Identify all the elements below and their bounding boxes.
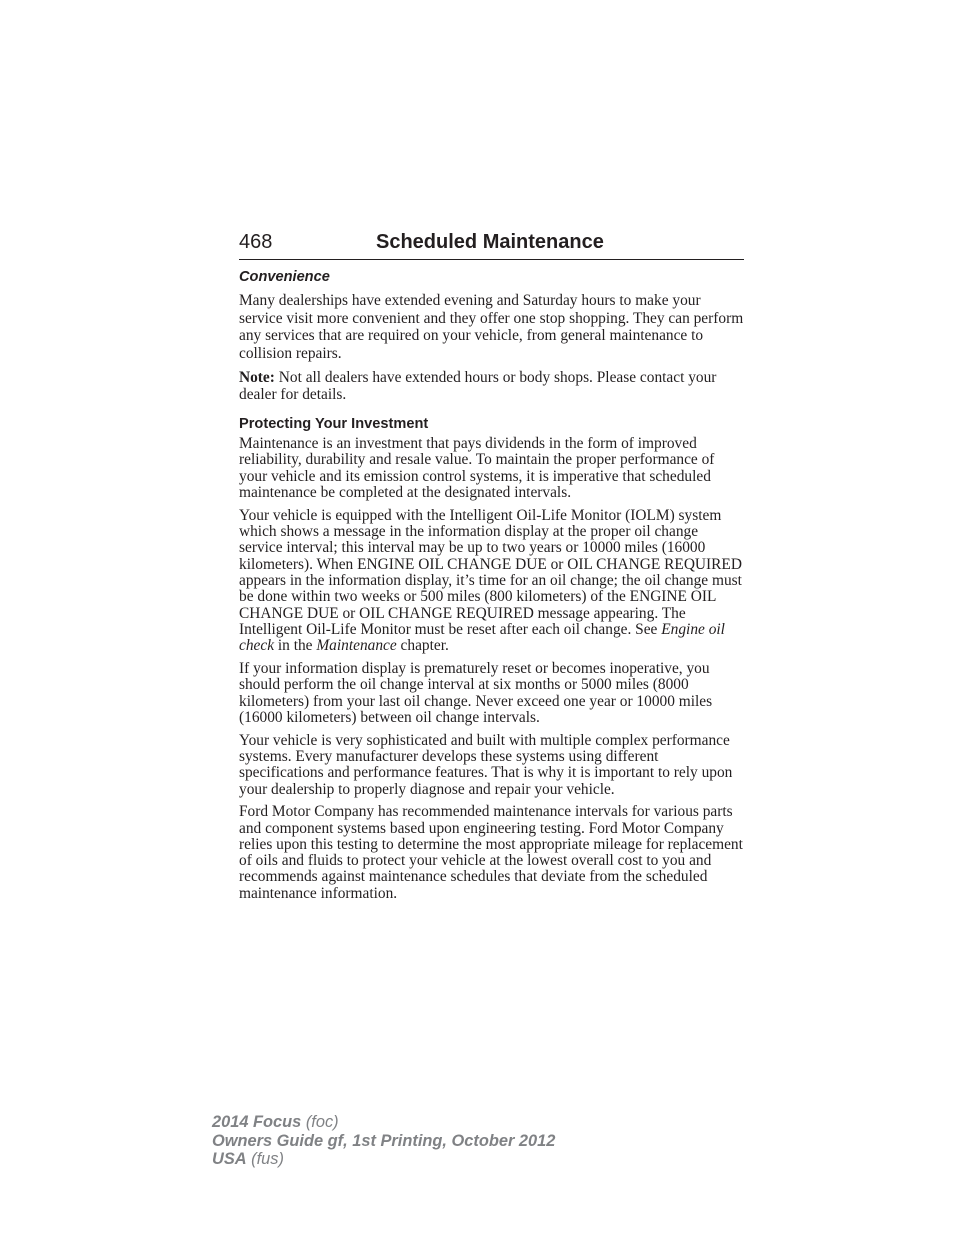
recommended-intervals-paragraph: Ford Motor Company has recommended maintenance intervals for various parts and component systems based upon engineering testing. Ford Motor Company relies upon this testing to determine the most appropriate mileage for replacement of oils and fluids to protect your vehicle at the lowest overall cost to you and recommends against maintenance schedules that deviate from the scheduled maintenance information. <box>239 803 743 902</box>
iolm-end-text: chapter. <box>396 637 449 655</box>
footer-line-guide <box>212 1132 555 1151</box>
footer-line-region <box>212 1150 555 1169</box>
note-label: Note: <box>239 368 275 386</box>
note-paragraph <box>239 369 745 404</box>
page-footer <box>212 1113 555 1169</box>
convenience-heading: Convenience <box>239 269 330 285</box>
display-inoperative-paragraph: If your information display is prematurely reset or becomes inoperative, you should perform the oil change interval at six months or 5000 miles (8000 kilometers) from your last oil change. Never exceed one year or 10000 miles (16000 kilometers) between oil change intervals. <box>239 659 713 726</box>
page-content <box>239 267 745 909</box>
footer-region: USA <box>212 1150 247 1168</box>
page-number: 468 <box>239 231 273 253</box>
footer-region-code: (fus) <box>246 1150 284 1168</box>
page-header <box>239 228 744 260</box>
engine-oil-check-reference: Engine oil check <box>239 620 725 655</box>
iolm-paragraph <box>239 508 745 655</box>
protecting-investment-heading: Protecting Your Investment <box>239 416 429 433</box>
footer-guide: Owners Guide gf, 1st Printing, October 2012 <box>212 1131 556 1150</box>
investment-paragraph: Maintenance is an investment that pays dividends in the form of improved reliability, durability and resale value. To maintain the proper performance of your vehicle and its emission control systems, it is imperative that scheduled maintenance be completed at the designated intervals. <box>239 435 715 501</box>
section-title: Scheduled Maintenance <box>376 231 604 253</box>
iolm-text: Your vehicle is equipped with the Intelligent Oil-Life Monitor (IOLM) system which shows a message in the information display at the proper oil change service interval; this interval may be up to two years or 10000 miles (16000 kilometers). When ENGINE OIL CHANGE DUE or OIL CHANGE REQUIRED appears in the information display, it’s time for an oil change; the oil change must be done within two weeks or 500 miles (800 kilometers) of the ENGINE OIL CHANGE DUE or OIL CHANGE REQUIRED message appearing. The Intelligent Oil-Life Monitor must be reset after each oil change. See <box>239 506 742 638</box>
maintenance-chapter-reference: Maintenance <box>316 637 397 655</box>
convenience-paragraph: Many dealerships have extended evening and Saturday hours to make your service visit more convenient and they offer one stop shopping. They can perform any services that are required on your vehicle, from general maintenance to collision repairs. <box>239 292 744 362</box>
footer-model: 2014 Focus <box>212 1113 302 1131</box>
footer-model-code: (foc) <box>301 1113 339 1131</box>
footer-line-model <box>212 1113 555 1132</box>
sophisticated-vehicle-paragraph: Your vehicle is very sophisticated and built with multiple complex performance systems. Every manufacturer develops these systems using different specifications and performance features. That is why it is important to rely upon your dealership to properly diagnose and repair your vehicle. <box>239 731 733 798</box>
note-text: Not all dealers have extended hours or body shops. Please contact your dealer for details. <box>239 368 717 404</box>
iolm-mid-text: in the <box>274 637 317 655</box>
